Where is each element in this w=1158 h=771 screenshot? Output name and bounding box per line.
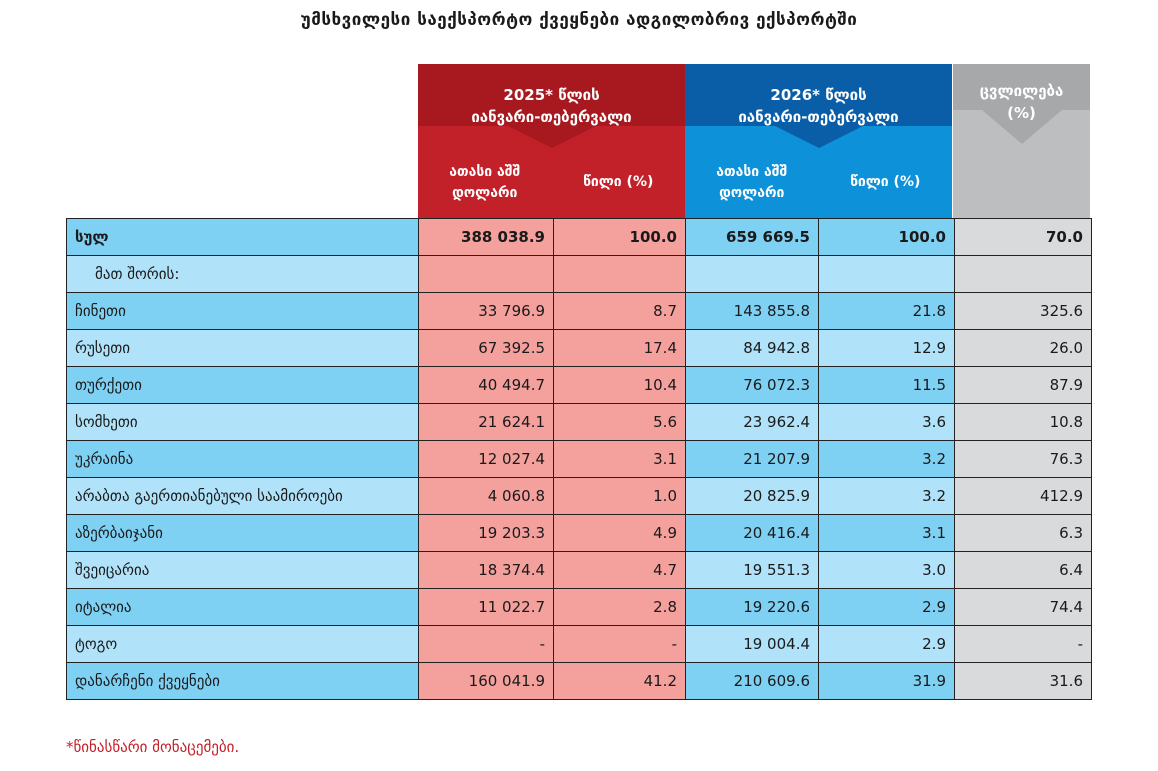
share-2025: 1.0 <box>554 478 686 515</box>
value-2026: 21 207.9 <box>686 441 819 478</box>
share-2026: 21.8 <box>819 293 955 330</box>
value-2026: 20 416.4 <box>686 515 819 552</box>
share-2025: 5.6 <box>554 404 686 441</box>
share-2026: 31.9 <box>819 663 955 700</box>
table-row <box>67 367 1092 404</box>
table-row <box>67 552 1092 589</box>
header-2025-value: ათასი აშშ დოლარი <box>449 164 521 201</box>
change-value: 31.6 <box>955 663 1092 700</box>
change-value: 10.8 <box>955 404 1092 441</box>
value-2025: 19 203.3 <box>419 515 554 552</box>
change-value: 412.9 <box>955 478 1092 515</box>
table-row <box>67 293 1092 330</box>
header-2025-period: 2025* წლის იანვარი-თებერვალი <box>471 86 632 126</box>
row-name: აზერბაიჯანი <box>67 515 419 552</box>
change-value: 74.4 <box>955 589 1092 626</box>
value-2026: 659 669.5 <box>686 219 819 256</box>
value-2025: 21 624.1 <box>419 404 554 441</box>
value-2026: 19 220.6 <box>686 589 819 626</box>
share-2025: 41.2 <box>554 663 686 700</box>
table-title: უმსხვილესი საექსპორტო ქვეყნები ადგილობრივ ექსპორტში <box>300 10 858 30</box>
value-2026: 76 072.3 <box>686 367 819 404</box>
change-value: 325.6 <box>955 293 1092 330</box>
change-value: 87.9 <box>955 367 1092 404</box>
row-name: რუსეთი <box>67 330 419 367</box>
share-2025: 2.8 <box>554 589 686 626</box>
row-name: სომხეთი <box>67 404 419 441</box>
share-2025: 100.0 <box>554 219 686 256</box>
change-value: 6.4 <box>955 552 1092 589</box>
table-row <box>67 441 1092 478</box>
header-2025-share: წილი (%) <box>583 174 654 190</box>
value-2025: 4 060.8 <box>419 478 554 515</box>
value-2026: 143 855.8 <box>686 293 819 330</box>
header-2026-group <box>685 64 952 218</box>
header-2025-group <box>418 64 685 218</box>
share-2026: 3.6 <box>819 404 955 441</box>
export-table <box>66 218 1092 700</box>
header-change: ცვლილება (%) <box>979 82 1064 122</box>
value-2026: 210 609.6 <box>686 663 819 700</box>
value-2025: 67 392.5 <box>419 330 554 367</box>
share-2026: 100.0 <box>819 219 955 256</box>
table-row <box>67 589 1092 626</box>
share-2025: 17.4 <box>554 330 686 367</box>
change-value: - <box>955 626 1092 663</box>
total-row <box>67 219 1092 256</box>
share-2025: 4.9 <box>554 515 686 552</box>
table-row <box>67 330 1092 367</box>
row-name: თურქეთი <box>67 367 419 404</box>
share-2025: - <box>554 626 686 663</box>
change-value: 6.3 <box>955 515 1092 552</box>
share-2026: 3.2 <box>819 478 955 515</box>
row-name: უკრაინა <box>67 441 419 478</box>
header-2026-share: წილი (%) <box>850 174 921 190</box>
header-change-group <box>953 64 1090 218</box>
table-row <box>67 404 1092 441</box>
share-2026: 3.0 <box>819 552 955 589</box>
table-row <box>67 663 1092 700</box>
table-row <box>67 478 1092 515</box>
share-2026: 3.2 <box>819 441 955 478</box>
share-2026: 2.9 <box>819 626 955 663</box>
value-2025: 160 041.9 <box>419 663 554 700</box>
value-2026: 23 962.4 <box>686 404 819 441</box>
change-value: 76.3 <box>955 441 1092 478</box>
value-2026: 84 942.8 <box>686 330 819 367</box>
change-value: 26.0 <box>955 330 1092 367</box>
change-value: 70.0 <box>955 219 1092 256</box>
value-2025: 388 038.9 <box>419 219 554 256</box>
value-2026: 19 004.4 <box>686 626 819 663</box>
row-name: დანარჩენი ქვეყნები <box>67 663 419 700</box>
row-name: იტალია <box>67 589 419 626</box>
row-name: ტოგო <box>67 626 419 663</box>
value-2025: 33 796.9 <box>419 293 554 330</box>
value-2025: 18 374.4 <box>419 552 554 589</box>
table-row <box>67 626 1092 663</box>
share-2025: 8.7 <box>554 293 686 330</box>
share-2026: 11.5 <box>819 367 955 404</box>
footnote: *წინასწარი მონაცემები. <box>66 738 240 756</box>
subheader-row <box>67 256 1092 293</box>
value-2025: 12 027.4 <box>419 441 554 478</box>
value-2026: 19 551.3 <box>686 552 819 589</box>
header-2026-value: ათასი აშშ დოლარი <box>716 164 788 201</box>
share-2025: 3.1 <box>554 441 686 478</box>
value-2025: 11 022.7 <box>419 589 554 626</box>
row-name: შვეიცარია <box>67 552 419 589</box>
value-2025: - <box>419 626 554 663</box>
share-2026: 12.9 <box>819 330 955 367</box>
header-2026-period: 2026* წლის იანვარი-თებერვალი <box>738 86 899 126</box>
share-2026: 3.1 <box>819 515 955 552</box>
row-name: არაბთა გაერთიანებული საამიროები <box>67 478 419 515</box>
row-name: სულ <box>67 219 419 256</box>
subheader-label: მათ შორის: <box>67 256 419 293</box>
row-name: ჩინეთი <box>67 293 419 330</box>
share-2025: 10.4 <box>554 367 686 404</box>
table-body <box>67 219 1092 700</box>
share-2025: 4.7 <box>554 552 686 589</box>
value-2026: 20 825.9 <box>686 478 819 515</box>
value-2025: 40 494.7 <box>419 367 554 404</box>
table-row <box>67 515 1092 552</box>
share-2026: 2.9 <box>819 589 955 626</box>
